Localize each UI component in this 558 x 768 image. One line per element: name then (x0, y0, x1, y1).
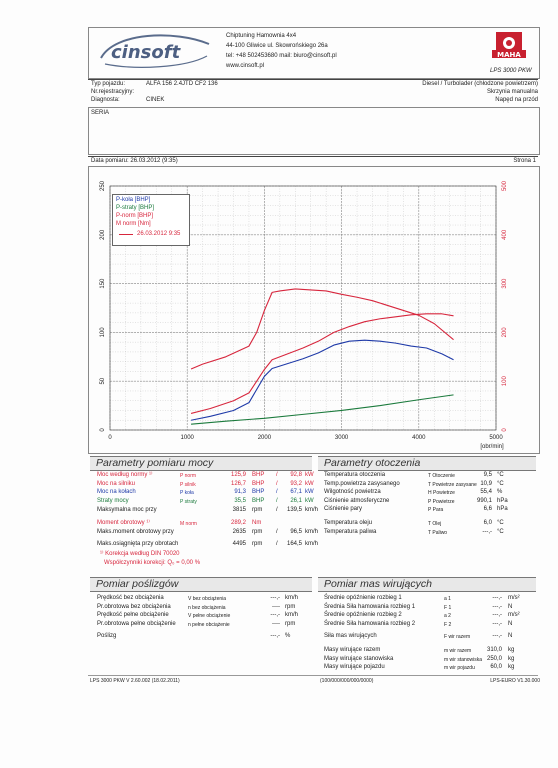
slip-row-symbol: V pełne obciążenie (188, 613, 231, 619)
environment-row-value: 55,4 (480, 489, 492, 495)
correction-note: ¹⁾ Korekcja według DIN 70020 (100, 551, 180, 557)
brand-name: cinsoft (111, 42, 181, 63)
torque-label: Moment obrotowy ¹⁾ (97, 520, 150, 526)
type-label: Typ pojazdu: (91, 81, 126, 87)
environment-row-unit: hPa (497, 497, 508, 504)
power-row-value-bhp: 35,5 (234, 497, 246, 504)
slip-row-symbol: n pełne obciążenie (188, 621, 230, 628)
max-speed-rpm: 4495 (232, 541, 246, 547)
max-torque-speed-unit: km/h (305, 529, 319, 535)
maha-model: LPS 3000 PKW (490, 68, 532, 74)
legend-p-norm: P-norm [BHP] (116, 213, 154, 219)
slip-row-unit: km/h (285, 595, 299, 601)
power-row-unit-kw: kW (305, 480, 314, 487)
masses-row-symbol: a 1 (444, 596, 451, 602)
masses-row-symbol: m wir razem (444, 648, 472, 654)
chart-legend (112, 194, 190, 246)
masses-row-symbol: a 2 (444, 613, 451, 619)
masses-row-value: 250,0 (486, 655, 502, 662)
slip-row-value: ---- (272, 603, 280, 610)
cinsoft-logo (95, 34, 215, 70)
max-torque-rpm-unit: rpm (252, 529, 263, 535)
masses-row-label: Średnie opóźnienie rozbieg 2 (324, 612, 402, 618)
legend-p-kola: P-koła [BHP] (116, 197, 151, 203)
slash: / (276, 507, 278, 513)
diag-label: Diagnosta: (91, 97, 120, 103)
max-power-speed-unit: km/h (305, 507, 319, 513)
x-axis-label: [obr/min] (480, 444, 504, 450)
company-contact: tel: +48 502453680 mail: biuro@cinsoft.pl (226, 53, 337, 59)
y-left-tick-label: 100 (100, 327, 106, 338)
environment-row-label: Temp.powietrza zasysanego (324, 480, 400, 487)
diag-value: CINEK (146, 97, 165, 103)
environment-row-symbol: T Otoczenie (428, 473, 455, 479)
drive-type: Napęd na przód (495, 97, 538, 103)
correction-factor: Współczynniki korekcji: Q₀ = 0,00 % (104, 560, 201, 566)
environment-row-label: Ciśnienie atmosferyczne (324, 497, 390, 504)
environment-row-value: 990,1 (476, 497, 492, 504)
environment-row-label: Temperatura paliwa (324, 529, 377, 535)
power-row-unit-kw: kW (305, 489, 314, 495)
environment-row-symbol: T Paliwo (428, 530, 448, 536)
environment-row-unit: hPa (497, 506, 508, 512)
masses-row-value: ---,- (492, 620, 502, 627)
max-torque-rpm: 2635 (232, 529, 246, 535)
slip-row-unit: rpm (285, 603, 296, 610)
power-row-symbol: P silnik (180, 481, 196, 488)
slip-row-label: Prędkość pełne obciążenie (97, 612, 169, 618)
divider (88, 156, 538, 157)
power-row-symbol: P koła (180, 490, 194, 496)
torque-value: 289,2 (230, 520, 246, 526)
slash: / (276, 480, 278, 487)
company-name: Chiptuning Hamownia 4x4 (226, 33, 297, 39)
power-row-label: Moc na silniku (97, 480, 136, 487)
reg-label: Nr.rejestracyjny: (91, 89, 135, 95)
power-row-value-bhp: 125,9 (230, 472, 246, 478)
slip-row-value: ---,- (270, 595, 280, 601)
masses-row-unit: kg (508, 647, 515, 653)
footer-divider (88, 675, 538, 676)
environment-row-symbol: T Powietrze zasysane (428, 481, 477, 488)
masses-row-label: Średnia Siła hamowania rozbieg 1 (324, 603, 416, 610)
series-line-1 (191, 395, 453, 424)
power-row-label: Moc na kołach (97, 489, 136, 495)
masses-row-value: 310,0 (486, 647, 502, 653)
masses-row-symbol: m wir stanowiska (444, 656, 483, 663)
y-right-tick-label: 0 (502, 428, 508, 432)
masses-row-label: Masy wirujące razem (324, 647, 381, 653)
masses-row-value: ---,- (492, 633, 502, 639)
masses-row-value: ---,- (492, 603, 502, 610)
masses-row-unit: m/s² (508, 612, 520, 618)
x-tick-label: 0 (108, 435, 112, 441)
power-row-unit-bhp: BHP (252, 489, 265, 495)
environment-row-label: Temperatura otoczenia (324, 472, 386, 478)
masses-row-label: Średnie opóźnienie rozbieg 1 (324, 595, 402, 601)
environment-section-title: Parametry otoczenia (324, 457, 421, 469)
torque-symbol: M norm (180, 521, 197, 527)
masses-row-value: ---,- (492, 612, 502, 618)
y-left-tick-label: 250 (100, 180, 106, 192)
max-power-label: Maksymalna moc przy (97, 507, 157, 513)
y-right-tick-label: 300 (502, 278, 508, 289)
power-row-symbol: P norm (180, 473, 197, 479)
y-right-tick-label: 500 (502, 180, 508, 192)
series-line-3 (191, 289, 453, 369)
slash: / (276, 489, 278, 495)
slash: / (276, 497, 278, 504)
power-row-unit-bhp: BHP (252, 497, 265, 504)
max-speed-speed-unit: km/h (305, 541, 319, 547)
masses-row-symbol: F 2 (444, 621, 452, 628)
masses-row-label: Średnie Siła hamowania rozbieg 2 (324, 620, 416, 627)
x-tick-label: 5000 (489, 435, 503, 441)
company-website: www.cinsoft.pl (226, 63, 265, 69)
legend-line-sample (119, 234, 133, 235)
x-tick-label: 3000 (334, 435, 349, 441)
masses-row-label: Masy wirujące stanowiska (324, 655, 394, 662)
series-label: SERIA (91, 110, 110, 116)
slip-row-value: ---,- (270, 633, 280, 639)
slip-row-unit: km/h (285, 612, 299, 618)
y-right-tick-label: 200 (502, 327, 508, 338)
slip-row-symbol: V bez obciążenia (188, 596, 227, 602)
slip-row-label: Poślizg (97, 633, 117, 639)
masses-row-value: ---,- (492, 595, 502, 601)
max-torque-label: Maks.moment obrotowy przy (97, 529, 174, 535)
power-row-value-kw: 92,8 (290, 472, 302, 478)
y-right-tick-label: 400 (502, 229, 508, 240)
divider (88, 79, 538, 80)
engine-type: Diesel / Turbolader (chłodzone powietrzem) (422, 81, 538, 87)
type-value: ALFA 156 2.4JTD CF2 136 (146, 81, 218, 87)
masses-row-unit: m/s² (508, 595, 520, 601)
environment-row-unit: °C (497, 480, 504, 487)
environment-row-symbol: H Powietrze (428, 490, 455, 496)
slip-row-value: ---,- (270, 612, 280, 618)
slip-row-label: Prędkość bez obciążenia (97, 595, 164, 601)
power-row-unit-kw: kW (305, 497, 314, 504)
gearbox-type: Skrzynia manualna (486, 89, 538, 95)
power-row-value-bhp: 126,7 (230, 480, 246, 487)
slash: / (276, 541, 278, 547)
legend-date: 26.03.2012 9:35 (137, 231, 181, 237)
environment-row-value: 6,6 (483, 506, 492, 512)
slash: / (276, 472, 278, 478)
series-box (88, 107, 540, 155)
slip-section-title: Pomiar poślizgów (96, 578, 179, 590)
power-row-value-kw: 67,1 (290, 489, 302, 495)
masses-row-unit: N (508, 603, 513, 610)
y-left-tick-label: 150 (100, 278, 106, 289)
series-line-2 (191, 314, 453, 414)
slip-row-label: Pr.obrotowa bez obciążenia (97, 603, 171, 610)
max-speed-rpm-unit: rpm (252, 541, 263, 547)
power-row-value-kw: 93,2 (290, 480, 302, 487)
masses-row-unit: N (508, 620, 513, 627)
power-row-value-bhp: 91,3 (234, 489, 246, 495)
maha-logo (486, 30, 532, 72)
environment-row-symbol: T Olej (428, 521, 442, 527)
environment-row-value: 6,0 (483, 520, 492, 526)
masses-row-value: 60,0 (490, 664, 502, 670)
masses-row-symbol: F 1 (444, 604, 452, 611)
max-power-speed: 139,5 (286, 507, 302, 513)
max-speed-speed: 164,5 (286, 541, 302, 547)
max-speed-label: Maks.osiągnięta przy obrotach (97, 541, 179, 547)
environment-row-unit: °C (497, 520, 504, 526)
environment-row-value: 10,9 (480, 480, 492, 487)
x-tick-label: 2000 (257, 435, 272, 441)
measurement-date: Data pomiaru: 26.03.2012 (9:35) (91, 158, 178, 164)
x-tick-label: 1000 (180, 435, 194, 441)
power-row-label: Straty mocy (97, 497, 129, 504)
power-row-unit-kw: kW (305, 472, 314, 478)
slash: / (276, 529, 278, 535)
environment-row-symbol: P Powietrze (428, 498, 455, 505)
maha-brand: MAHA (497, 51, 521, 59)
power-row-symbol: P straty (180, 498, 197, 505)
masses-row-symbol: m wir pojazdu (444, 665, 475, 671)
environment-row-label: Temperatura oleju (324, 520, 373, 526)
footer-software: LPS 3000 PKW V 2.60.002 (18.02.2011) (90, 678, 180, 684)
masses-row-unit: kg (508, 655, 515, 662)
max-power-rpm-unit: rpm (252, 507, 263, 513)
max-torque-speed: 96,5 (290, 529, 302, 535)
masses-row-label: Siła mas wirujących (324, 633, 377, 639)
footer-version: LPS-EURO V1.30.000 (490, 678, 540, 684)
legend-m-norm: M norm [Nm] (116, 221, 151, 227)
torque-unit: Nm (252, 520, 262, 526)
y-right-tick-label: 100 (502, 376, 508, 387)
environment-row-value: ---,- (482, 529, 492, 535)
slip-row-unit: rpm (285, 620, 296, 627)
environment-row-symbol: P Para (428, 507, 444, 513)
slip-row-label: Pr.obrotowa pełne obciążenie (97, 620, 176, 627)
masses-row-label: Masy wirujące pojazdu (324, 664, 385, 670)
power-row-unit-bhp: BHP (252, 472, 265, 478)
company-address: 44-100 Gliwice ul. Skowrońskiego 26a (226, 43, 328, 49)
environment-row-value: 9,5 (483, 472, 492, 478)
y-left-tick-label: 50 (100, 377, 106, 385)
environment-row-unit: °C (497, 529, 504, 535)
masses-row-unit: kg (508, 664, 515, 670)
environment-row-unit: °C (497, 472, 504, 478)
slip-row-unit: % (285, 633, 291, 639)
environment-row-label: Ciśnienie pary (324, 506, 363, 512)
masses-row-unit: N (508, 633, 513, 639)
legend-p-straty: P-straty [BHP] (116, 205, 155, 211)
y-left-tick-label: 200 (100, 229, 106, 240)
page-number: Strona 1 (513, 158, 536, 164)
power-row-value-kw: 26,1 (290, 497, 302, 504)
environment-row-label: Wilgotność powietrza (324, 489, 381, 495)
series-line-0 (191, 340, 453, 420)
masses-section-title: Pomiar mas wirujących (324, 578, 432, 590)
environment-row-unit: % (497, 489, 503, 495)
y-left-tick-label: 0 (100, 428, 106, 432)
max-power-rpm: 3815 (232, 507, 246, 513)
masses-row-symbol: F wir razem (444, 634, 471, 640)
x-tick-label: 4000 (412, 435, 426, 441)
power-section-title: Parametry pomiaru mocy (96, 457, 214, 469)
power-row-unit-bhp: BHP (252, 480, 265, 487)
slip-row-symbol: n bez obciążenia (188, 604, 226, 611)
slip-row-value: ---- (272, 620, 280, 627)
power-row-label: Moc według normy ¹⁾ (97, 472, 153, 478)
footer-code: (100/000/000/000/0000) (320, 678, 374, 684)
